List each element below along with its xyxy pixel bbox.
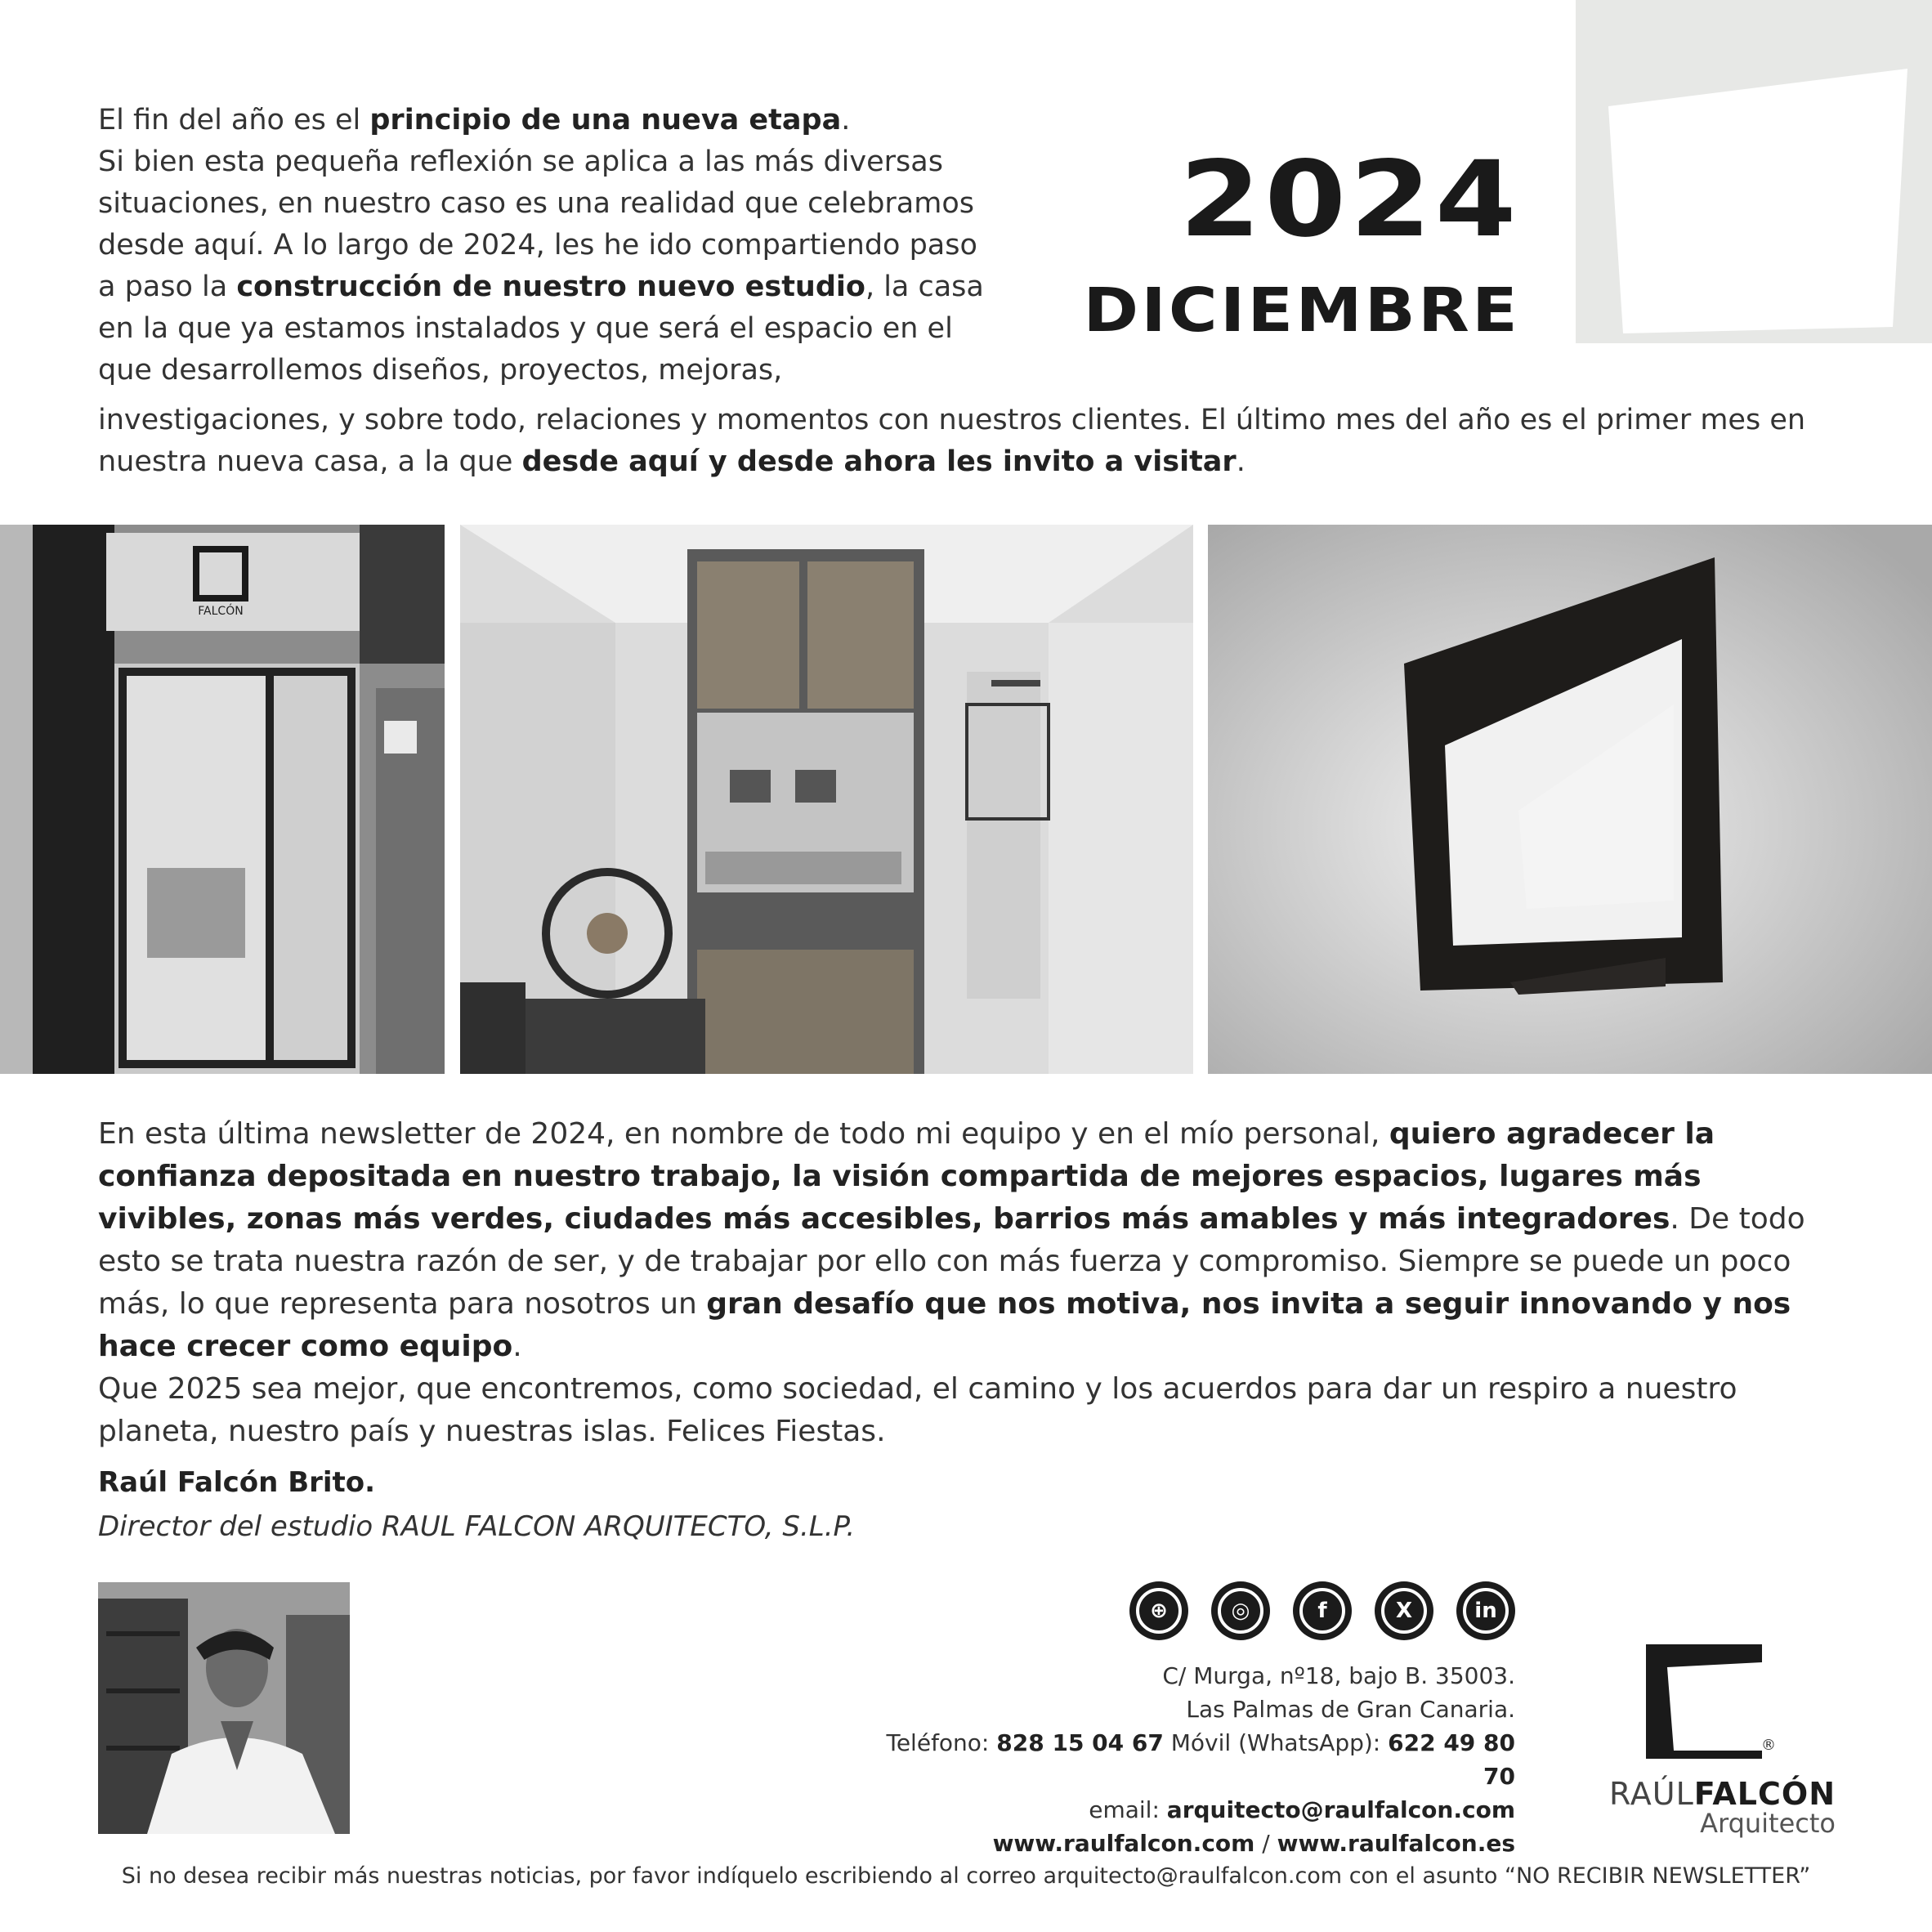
- linkedin-icon[interactable]: in: [1456, 1581, 1515, 1640]
- signature-block: [98, 1460, 855, 1549]
- address-line-2: Las Palmas de Gran Canaria.: [1186, 1696, 1515, 1723]
- registered-mark: ®: [1761, 1737, 1776, 1754]
- web-link-es[interactable]: www.raulfalcon.es: [1277, 1830, 1515, 1857]
- photo-storefront: [0, 525, 445, 1074]
- web-link-com[interactable]: www.raulfalcon.com: [992, 1830, 1255, 1857]
- tilted-square-logo-icon: [1576, 0, 1932, 343]
- address-line-1: C/ Murga, nº18, bajo B. 35003.: [1162, 1662, 1515, 1689]
- company-logo-name: RAÚLFALCÓN: [1608, 1776, 1836, 1812]
- company-logo-mark: [1643, 1643, 1765, 1765]
- header-year: 2024: [1179, 139, 1520, 261]
- intro-line-1: El fin del año es el principio de una nueva etapa.: [98, 104, 851, 136]
- company-logo-subtitle: Arquitecto: [1700, 1808, 1836, 1839]
- facebook-icon[interactable]: f: [1293, 1581, 1352, 1640]
- body-paragraph-2: Que 2025 sea mejor, que encontremos, como sociedad, el camino y los acuerdos para dar un respiro a nuestro planeta, nuestro país y nuestras islas. Felices Fiestas.: [98, 1372, 1737, 1448]
- web-line: www.raulfalcon.com / www.raulfalcon.es: [992, 1830, 1515, 1857]
- phone-line: Teléfono: 828 15 04 67 Móvil (WhatsApp): 622 49 80 70: [886, 1729, 1515, 1790]
- email-line: email: arquitecto@raulfalcon.com: [1089, 1796, 1515, 1823]
- portrait-photo: [98, 1582, 350, 1834]
- intro-paragraph: [98, 100, 989, 391]
- signature-name: Raúl Falcón Brito.: [98, 1466, 376, 1499]
- intro-line-2: Si bien esta pequeña reflexión se aplica a las más diversas situaciones, en nuestro caso es una realidad que celebramos desde aquí. A lo largo de 2024, les he ido compartiendo paso a paso la construcción de nuestro nuevo estudio, la casa en la que ya estamos instalados y que será el espacio en el que desarrollemos diseños, proyectos, mejoras,: [98, 145, 984, 387]
- web-icon[interactable]: ⊕: [1129, 1581, 1188, 1640]
- phone-number[interactable]: 828 15 04 67: [996, 1729, 1164, 1756]
- body-paragraphs: [98, 1113, 1847, 1453]
- intro-paragraph-continued: investigaciones, y sobre todo, relaciones y momentos con nuestros clientes. El último mes del año es el primer mes en nuestra nueva casa, a la que desde aquí y desde ahora les invito a visitar.: [98, 404, 1806, 478]
- email-link[interactable]: arquitecto@raulfalcon.com: [1166, 1796, 1515, 1823]
- header-month: DICIEMBRE: [1083, 275, 1520, 346]
- corner-logo-panel: [1576, 0, 1932, 343]
- instagram-icon[interactable]: ◎: [1211, 1581, 1270, 1640]
- signature-role: Director del estudio RAUL FALCON ARQUITECTO, S.L.P.: [98, 1510, 856, 1543]
- mobile-number[interactable]: 622 49 80 70: [1388, 1729, 1515, 1790]
- x-icon[interactable]: X: [1375, 1581, 1433, 1640]
- svg-text:FALCÓN: FALCÓN: [198, 605, 244, 618]
- photo-logo-sculpture: [1208, 525, 1932, 1074]
- contact-block: [858, 1659, 1515, 1860]
- unsubscribe-footer: Si no desea recibir más nuestras noticias, por favor indíquelo escribiendo al correo arquitecto@raulfalcon.com con el asunto “NO RECIBIR NEWSLETTER”: [121, 1863, 1811, 1889]
- body-paragraph-1: En esta última newsletter de 2024, en nombre de todo mi equipo y en el mío personal, quiero agradecer la confianza depositada en nuestro trabajo, la visión compartida de mejores espacios, lugares más vivibles, zonas más verdes, ciudades más accesibles, barrios más amables y más integradores. De todo esto se trata nuestra razón de ser, y de trabajar por ello con más fuerza y compromiso. Siempre se puede un poco más, lo que representa para nosotros un gran desafío que nos motiva, nos invita a seguir innovando y nos hace crecer como equipo.: [98, 1117, 1805, 1363]
- photo-office-interior: [460, 525, 1193, 1074]
